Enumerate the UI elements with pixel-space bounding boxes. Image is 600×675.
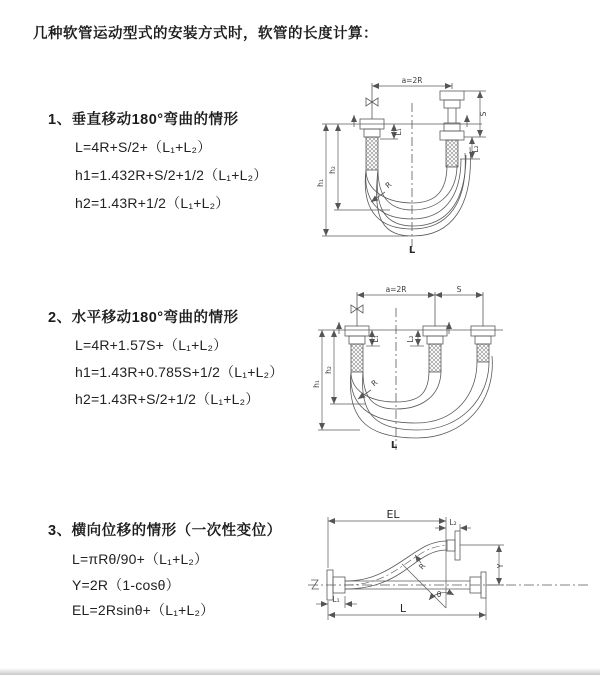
hose-arcs (350, 356, 492, 438)
radius-construction (402, 517, 457, 608)
formula-L-3: L=πRθ/90+（L₁+L₂） (72, 551, 209, 567)
dim-el (328, 517, 446, 568)
section-3-heading: 3、横向位移的情形（一次性变位） (48, 523, 282, 539)
formula-h1-1: h1=1.432R+S/2+1/2（L₁+L₂） (75, 167, 268, 183)
dim-l (328, 598, 486, 620)
label-theta: θ (436, 590, 442, 599)
diagram-horizontal-bend (308, 282, 568, 457)
label-h2: h₂ (328, 166, 337, 174)
label-h1: h₁ (312, 380, 321, 388)
label-l2: L₂ (406, 335, 415, 343)
label-l1: L₁ (371, 335, 380, 343)
middle-fitting (423, 326, 447, 372)
label-l: L (390, 440, 398, 451)
dim-a2r (372, 83, 452, 119)
page-title: 几种软管运动型式的安装方式时，软管的长度计算： (33, 26, 378, 42)
diagram-vertical-bend (310, 75, 560, 260)
formula-h2-1: h2=1.43R+1/2（L₁+L₂） (75, 195, 230, 211)
formula-L-1: L=4R+S/2+（L₁+L₂） (75, 139, 212, 155)
break-mark (311, 580, 319, 589)
motion-arrow (354, 115, 467, 127)
label-r: R (383, 179, 394, 191)
motion-arrow (339, 322, 449, 334)
formula-Y-3: Y=2R（1-cosθ） (72, 577, 180, 593)
dim-h2 (334, 124, 390, 210)
curved-hose (345, 541, 447, 589)
label-l: L (408, 245, 416, 256)
label-h2: h₂ (324, 366, 333, 374)
label-a2r: a=2R (385, 285, 407, 294)
right-fitting (440, 91, 464, 167)
label-y: Y (496, 563, 505, 569)
label-l1: L₁ (394, 128, 403, 136)
diagram-lateral-displacement (303, 500, 593, 645)
formula-L-2: L=4R+1.57S+（L₁+L₂） (75, 337, 228, 353)
label-l: L (399, 602, 407, 615)
formula-EL-3: EL=2Rsinθ+（L₁+L₂） (72, 602, 215, 618)
label-a2r: a=2R (401, 76, 423, 85)
section-1-heading: 1、垂直移动180°弯曲的情形 (48, 112, 239, 128)
label-s: S (456, 285, 462, 294)
label-h1: h₁ (316, 179, 325, 187)
formula-h1-2: h1=1.43R+0.785S+1/2（L₁+L₂） (75, 364, 284, 380)
label-s: S (479, 111, 488, 117)
upper-flange (447, 531, 460, 560)
label-el: EL (386, 508, 400, 521)
formula-h2-2: h2=1.43R+S/2+1/2（L₁+L₂） (75, 391, 260, 407)
left-fitting (345, 326, 369, 372)
scan-edge (0, 668, 600, 675)
left-fitting (360, 119, 384, 170)
centerlines (322, 103, 482, 247)
label-l1: L₁ (332, 595, 340, 604)
label-l2: L₂ (471, 145, 480, 153)
label-l2: L₂ (449, 518, 457, 527)
right-fitting (471, 326, 495, 362)
section-2-heading: 2、水平移动180°弯曲的情形 (48, 310, 239, 326)
label-r: R (369, 377, 380, 389)
dim-a2r (357, 292, 483, 326)
label-r: R (416, 561, 428, 572)
